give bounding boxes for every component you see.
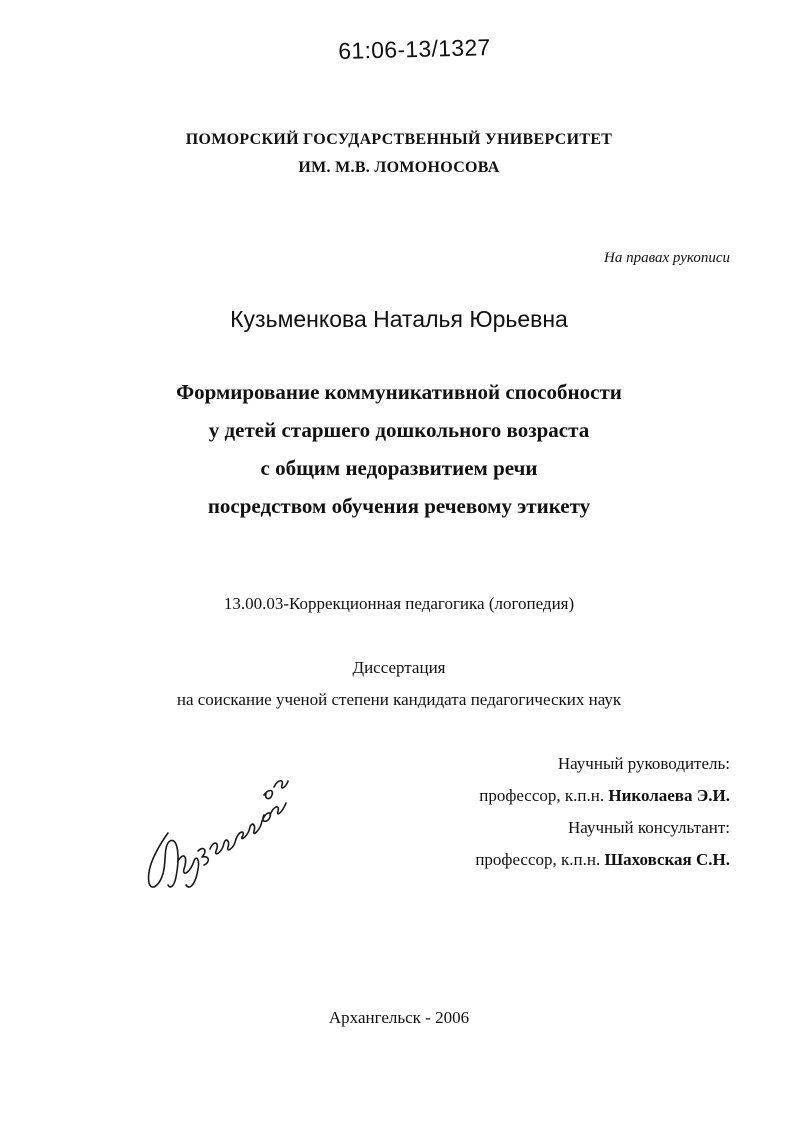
consultant-label: Научный консультант: bbox=[568, 818, 730, 837]
advisor-name: Николаева Э.И. bbox=[608, 786, 730, 805]
city-year: Архангельск - 2006 bbox=[328, 1008, 470, 1027]
degree-purpose: на соискание ученой степени кандидата педагогических наук bbox=[176, 690, 622, 709]
title-line-1: Формирование коммуникативной способности bbox=[176, 380, 622, 404]
advisor bbox=[479, 786, 730, 806]
document-code: 61:06-13/1327 bbox=[338, 34, 491, 64]
author-name: Кузьменкова Наталья Юрьевна bbox=[230, 306, 568, 332]
advisor-title: профессор, к.п.н. bbox=[479, 786, 605, 805]
consultant-title: профессор, к.п.н. bbox=[475, 850, 601, 869]
title-line-3: с общим недоразвитием речи bbox=[260, 456, 538, 480]
degree-kind: Диссертация bbox=[352, 658, 446, 677]
consultant bbox=[475, 850, 730, 870]
title-line-4: посредством обучения речевому этикету bbox=[207, 494, 591, 518]
rights-note: На правах рукописи bbox=[604, 250, 730, 266]
university-name-line2: ИМ. М.В. ЛОМОНОСОВА bbox=[298, 159, 500, 176]
university-name-line1: ПОМОРСКИЙ ГОСУДАРСТВЕННЫЙ УНИВЕРСИТЕТ bbox=[185, 131, 613, 148]
handwritten-signature bbox=[140, 765, 290, 895]
title-line-2: у детей старшего дошкольного возраста bbox=[208, 418, 590, 442]
consultant-name: Шаховская С.Н. bbox=[604, 850, 730, 869]
specialty: 13.00.03-Коррекционная педагогика (логопедия) bbox=[223, 594, 575, 613]
advisor-label: Научный руководитель: bbox=[557, 754, 730, 773]
